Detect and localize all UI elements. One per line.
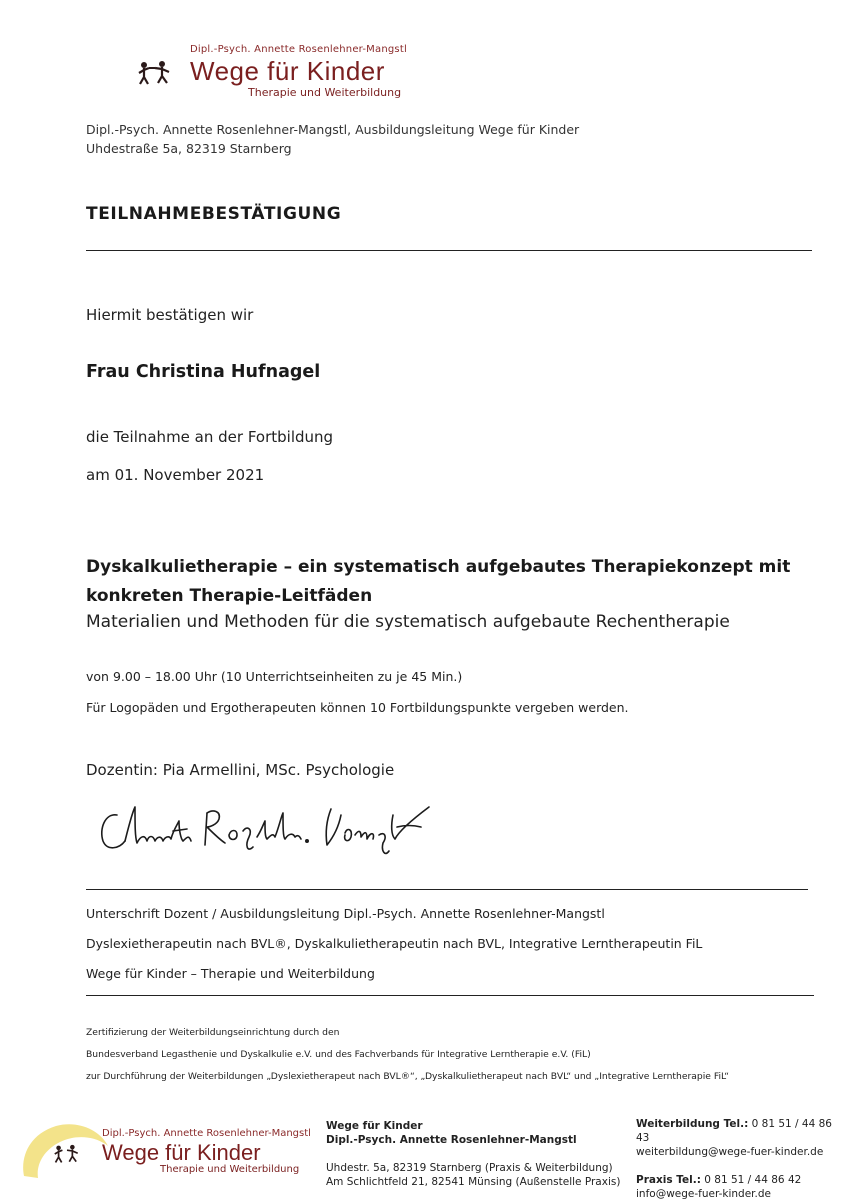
footer-praxis-label: Praxis Tel.: <box>636 1174 701 1186</box>
logo-subtitle-bottom: Therapie und Weiterbildung <box>248 86 402 99</box>
participant-name: Frau Christina Hufnagel <box>86 362 321 382</box>
footer-contact-block <box>636 1117 848 1201</box>
course-title: Dyskalkulietherapie – ein systematisch aufgebautes Therapiekonzept mit konkreten Therapie-Leitfäden <box>86 557 791 606</box>
course-points: Für Logopäden und Ergotherapeuten können 10 Fortbildungspunkte vergeben werden. <box>86 700 629 715</box>
footer-org-person: Dipl.-Psych. Annette Rosenlehner-Mangstl <box>326 1134 577 1146</box>
footer-org-name: Wege für Kinder <box>326 1120 423 1132</box>
children-logo-footer-icon <box>54 1144 80 1164</box>
signature-divider <box>86 889 808 890</box>
participation-text: die Teilnahme an der Fortbildung <box>86 428 334 446</box>
footer-praxis-email[interactable]: info@wege-fuer-kinder.de <box>636 1188 771 1200</box>
confirm-intro: Hiermit bestätigen wir <box>86 306 254 324</box>
course-date: am 01. November 2021 <box>86 466 265 484</box>
certification-divider <box>86 995 814 996</box>
signature-line-1: Unterschrift Dozent / Ausbildungsleitung Dipl.-Psych. Annette Rosenlehner-Mangstl <box>86 906 605 921</box>
footer-address-2: Am Schlichtfeld 21, 82541 Münsing (Außenstelle Praxis) <box>326 1176 621 1188</box>
document-title: TEILNAHMEBESTÄTIGUNG <box>86 204 342 224</box>
signature-line-3: Wege für Kinder – Therapie und Weiterbildung <box>86 966 375 981</box>
signature-line-2: Dyslexietherapeutin nach BVL®, Dyskalkulietherapeutin nach BVL, Integrative Lerntherapeutin FiL <box>86 936 703 951</box>
course-subtitle: Materialien und Methoden für die systematisch aufgebaute Rechentherapie <box>86 612 730 632</box>
logo-name: Wege für Kinder <box>190 56 385 86</box>
footer-logo-subtitle-bottom: Therapie und Weiterbildung <box>160 1164 300 1175</box>
certification-line-1: Zertifizierung der Weiterbildungseinrichtung durch den <box>86 1027 340 1038</box>
title-divider <box>86 250 812 251</box>
footer-weiterbildung-label: Weiterbildung Tel.: <box>636 1118 749 1130</box>
logo-subtitle-top: Dipl.-Psych. Annette Rosenlehner-Mangstl <box>190 44 407 55</box>
course-time: von 9.00 – 18.00 Uhr (10 Unterrichtseinheiten zu je 45 Min.) <box>86 669 463 684</box>
footer-praxis-phone: 0 81 51 / 44 86 42 <box>704 1174 802 1186</box>
handwritten-signature <box>95 795 455 865</box>
footer-logo-name: Wege für Kinder <box>102 1140 261 1165</box>
footer-weiterbildung-phone: 0 81 51 / 44 86 43 <box>636 1118 832 1144</box>
footer-weiterbildung-email[interactable]: weiterbildung@wege-fuer-kinder.de <box>636 1146 824 1158</box>
footer-logo-subtitle-top: Dipl.-Psych. Annette Rosenlehner-Mangstl <box>102 1128 311 1139</box>
certification-line-3: zur Durchführung der Weiterbildungen „Dyslexietherapeut nach BVL®“, „Dyskalkulietherapeut nach BVL“ und „Integrative Lerntherapie FiL“ <box>86 1071 730 1082</box>
footer-org-block <box>326 1119 620 1189</box>
children-logo-icon <box>138 60 172 86</box>
certification-line-2: Bundesverband Legasthenie und Dyskalkulie e.V. und des Fachverbands für Integrative Lerntherapie e.V. (FiL) <box>86 1049 591 1060</box>
footer-address-1: Uhdestr. 5a, 82319 Starnberg (Praxis & Weiterbildung) <box>326 1162 613 1174</box>
lecturer: Dozentin: Pia Armellini, MSc. Psychologie <box>86 761 395 779</box>
sender-line-2: Uhdestraße 5a, 82319 Starnberg <box>86 141 292 156</box>
sender-line-1: Dipl.-Psych. Annette Rosenlehner-Mangstl, Ausbildungsleitung Wege für Kinder <box>86 122 580 137</box>
